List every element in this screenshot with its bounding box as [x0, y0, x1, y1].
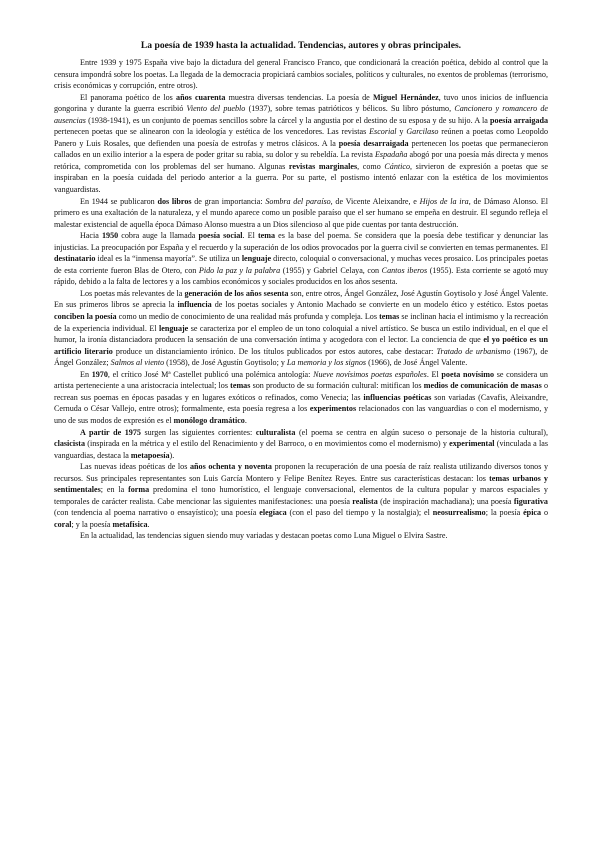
text-run: (1955) y Gabriel Celaya, con — [280, 265, 382, 275]
document-body — [54, 57, 548, 542]
bold-term: 1950 — [101, 231, 119, 241]
text-run: y — [396, 127, 407, 137]
text-run: (1958), de José Agustín Goytisolo; y — [164, 358, 287, 368]
bold-term: influencias poéticas — [363, 392, 432, 402]
text-run: ideal es la “inmensa mayoría”. Se utiliza un — [95, 254, 242, 264]
bold-term: temas — [379, 312, 400, 322]
text-run: Los poetas más relevantes de la — [80, 288, 185, 298]
bold-term: lenguaje — [241, 254, 272, 264]
work-title: Garcilaso — [406, 127, 439, 137]
paragraph-8 — [54, 461, 548, 530]
text-run: pertenecen los poetas que permanecieron callados en un exilio interior a la espera de poder gritar su rabia, su dolor y su rebeldía. La revista — [54, 138, 548, 160]
bold-term: años cuarenta — [176, 92, 226, 102]
bold-term: lenguaje — [159, 323, 189, 333]
text-run: , de Vicente Aleixandre, e — [330, 196, 420, 206]
text-run: (vinculada a las vanguardias, destaca la — [54, 439, 548, 460]
bold-term: generación de los años sesenta — [184, 288, 289, 298]
text-run: ; la poesía — [485, 508, 524, 518]
work-title: Sombra del paraíso — [265, 196, 331, 206]
text-run: (1955). Esta corriente se agotó muy rápido, debido a la falta de lectores y a los cambios económicos y sociales producidos en los años sesenta. — [54, 265, 548, 287]
text-run: Hacia — [80, 231, 102, 241]
document-title: La poesía de 1939 hasta la actualidad. Tendencias, autores y obras principales. — [140, 40, 462, 51]
text-run: o — [541, 508, 549, 518]
text-run: (1938-1941), es un conjunto de poemas sencillos sobre la cárcel y la angustia por el destino de su esposa y de su hijo. A la — [85, 115, 491, 125]
bold-term: monólogo dramático — [173, 415, 245, 425]
text-run: relacionados con las vanguardias o con el modernismo, y uno de sus modos de expresión es el — [54, 404, 548, 425]
text-run: muestra diversas tendencias. La poesía de — [225, 92, 373, 102]
bold-term: poeta novísimo — [441, 369, 495, 379]
bold-term: figurativa — [513, 496, 548, 506]
bold-term: realista — [352, 496, 378, 506]
text-run: ). — [169, 450, 175, 460]
text-run: . — [147, 519, 150, 529]
text-run: El panorama poético de los — [80, 92, 177, 102]
bold-term: tema — [257, 231, 276, 241]
paragraph-9 — [54, 530, 548, 542]
text-run: proponen la recuperación de una poesía de raíz realista utilizando diversos tonos y recursos. Sus principales representantes son Luis García Montero y Felipe Benítez Reyes. Entre sus características destacan: los — [54, 462, 548, 483]
text-run: , como — [357, 161, 385, 171]
text-run: se inclinan hacia el intimismo y la recreación de la experiencia individual. El — [54, 312, 548, 333]
bold-term: revistas marginales — [288, 161, 358, 171]
text-run: . El — [426, 369, 442, 379]
text-run: predomina el tono humorístico, el lenguaje conversacional, elementos de la cultura popular y marcos espaciales y temporales de carácter realista. Cabe mencionar las siguientes manifestaciones: una poesía — [54, 485, 548, 506]
bold-term: años ochenta y noventa — [189, 462, 272, 472]
text-run: En — [80, 369, 92, 379]
bold-term: experimental — [449, 439, 495, 449]
bold-term: A partir de 1975 — [80, 427, 141, 437]
work-title: Hijos de la ira — [419, 196, 469, 206]
bold-term: experimentos — [309, 404, 357, 414]
text-run: (con tendencia al poema narrativo o ensayístico); una poesía — [54, 508, 260, 518]
text-run: se considera un artista perteneciente a una aristocracia intelectual; los — [54, 369, 548, 391]
paragraph-4 — [54, 230, 548, 288]
text-run: . — [244, 415, 247, 425]
text-run: (el poema se centra en algún suceso o personaje de la historia cultural), — [295, 427, 548, 437]
work-title: La memoria y los signos — [286, 358, 367, 368]
text-run: es la base del poema. Se considera que la poesía debe testificar y denunciar las injusticias. La preocupación por España y el recuerdo y la superación de los odios provocados por la guerra civil se convierten en temas permanentes. El — [54, 231, 548, 252]
work-title: Pido la paz y la palabra — [198, 265, 281, 275]
work-title: Nueve novísimos poetas españoles — [313, 369, 427, 379]
text-run: Entre 1939 y 1975 España vive bajo la dictadura del general Francisco Franco, que condicionará la creación poética, debido al control que la censura impondrá sobre los poetas. La llegada de la democracia propiciará cambios sociales, políticos y culturales, no exentos de problemas (terrorismo, crisis económicas y corrupción, entre otros). — [54, 58, 548, 91]
bold-term: metafísica — [112, 519, 148, 529]
paragraph-6 — [54, 369, 548, 427]
text-run: son variadas (Cavafis, Aleixandre, Cernuda o César Vallejo, entre otros); formalmente, esta poesía regresa a los — [54, 392, 549, 414]
work-title: Viento del pueblo — [186, 104, 246, 114]
text-run: o recrean sus poemas en épocas pasadas y en lugares exóticos o refinados, como Venecia; las — [54, 381, 548, 402]
bold-term: coral — [54, 519, 72, 529]
text-run: ; y la poesía — [71, 519, 113, 529]
work-title: Espadaña — [374, 150, 408, 160]
text-run: como un medio de conocimiento de una realidad más profunda y compleja. Los — [116, 312, 380, 322]
text-run: de gran importancia: — [191, 196, 266, 206]
text-run: son, entre otros, Ángel González, José Agustín Goytisolo y José Ángel Valente. En sus primeros libros se aprecia la — [54, 288, 548, 310]
text-run: de los poetas sociales y Antonio Machado se convierte en un modelo ético y estético. Estos poetas — [211, 300, 548, 310]
text-run: pertenecen poetas que se alinearon con la ideología y estética de los vencedores. Las revistas — [54, 127, 370, 137]
text-run: directo, coloquial o conversacional, y muchas veces prosaico. Los principales poetas de esta corriente fueron Blas de Otero, con — [54, 254, 549, 275]
text-run: (1967), de Ángel González; — [54, 346, 548, 368]
work-title: Cancionero y romancero de ausencias — [54, 104, 549, 125]
text-run: Las nuevas ideas poéticas de los — [80, 462, 190, 472]
text-run: ; en la — [100, 485, 129, 495]
bold-term: dos libros — [157, 196, 192, 206]
bold-term: 1970 — [91, 369, 108, 379]
work-title: Salmos al viento — [110, 358, 165, 368]
text-run: abogó por una poesía más directa y menos retórica, comprometida con los problemas del ser humano. Algunas — [54, 150, 548, 171]
work-title: Cantos iberos — [381, 265, 428, 275]
text-run: son producto de su formación cultural: mitifican los — [250, 381, 424, 391]
bold-term: influencia — [177, 300, 212, 310]
bold-term: medios de comunicación de masas — [423, 381, 542, 391]
text-run: (inspirada en la métrica y el estilo del Renacimiento y del Barroco, o en movimientos como el modernismo) y — [85, 439, 450, 449]
text-run: (1966), de José Ángel Valente. — [366, 358, 468, 368]
bold-term: neosurrealismo — [432, 508, 486, 518]
text-run: , sirvieron de expresión a poetas que se inspiraban en la poesía cuidada del periodo anterior a la guerra. Por su parte, el postismo intentó enlazar con la estética de los movimientos vanguardistas. — [54, 161, 548, 195]
work-title: Cántico — [384, 161, 411, 171]
bold-term: metapoesía — [130, 450, 170, 460]
bold-term: poesía arraigada — [490, 115, 548, 125]
paragraph-2 — [54, 92, 548, 196]
text-run: , de Dámaso Alonso. El primero es una exaltación de la naturaleza, y el mundo aparece como un posible paraíso que el ser humano se empeña en destruir. El segundo refleja el malestar existencial de aquella época Dámaso Alonso muestra a un Dios silencioso al que pide cuentas por tanta destrucción. — [54, 196, 548, 229]
text-run: , el crítico José Mª Castellet publicó una polémica antología: — [107, 369, 314, 379]
paragraph-5 — [54, 288, 548, 369]
bold-term: culturalista — [255, 427, 296, 437]
bold-term: temas — [230, 381, 251, 391]
work-title: Tratado de urbanismo — [436, 346, 511, 356]
text-run: , tuvo unos inicios de influencia gongorina y durante la guerra escribió — [54, 92, 548, 114]
text-run: cobra auge la llamada — [118, 231, 199, 241]
paragraph-7 — [54, 427, 548, 462]
text-run: En 1944 se publicaron — [80, 196, 158, 206]
bold-term: clasicista — [54, 439, 86, 449]
bold-term: el yo poético es un artificio literario — [54, 335, 548, 356]
text-run: . El — [242, 231, 258, 241]
text-run: (1937), sobre temas patrióticos y bélicos. Su libro póstumo, — [245, 104, 455, 114]
bold-term: poesía social — [198, 231, 243, 241]
bold-term: conciben la poesía — [54, 312, 117, 322]
text-run: se caracteriza por el empleo de un tono coloquial a nivel artístico. Se busca un estilo individual, en el que el humor, la ironía distanciadora producen la sensación de una conversación íntima y acogedora con el lector. La conciencia de que — [54, 323, 548, 345]
paragraph-1 — [54, 57, 548, 92]
bold-term: épica — [523, 508, 542, 518]
text-run: (de inspiración machadiana); una poesía — [377, 496, 514, 506]
text-run: reúnen a poetas como Leopoldo Panero y Luis Rosales, que defienden una poesía de estrofas y metros clásicos. A la — [54, 127, 548, 148]
bold-term: poesía desarraigada — [338, 138, 409, 148]
work-title: Escorial — [369, 127, 397, 137]
text-run: produce un distanciamiento irónico. De los títulos publicados por estos autores, cabe destacar: — [112, 346, 437, 356]
text-run: En la actualidad, las tendencias siguen siendo muy variadas y destacan poetas como Luna Miguel o Elvira Sastre. — [80, 531, 448, 541]
bold-term: destinatario — [54, 254, 96, 264]
bold-term: temas urbanos y sentimentales — [54, 473, 548, 495]
bold-term: forma — [128, 485, 150, 495]
bold-term: elegíaca — [259, 508, 287, 518]
bold-term: Miguel Hernández — [372, 92, 439, 102]
text-run: (con el paso del tiempo y la nostalgia); el — [286, 508, 433, 518]
paragraph-3 — [54, 196, 548, 231]
text-run: surgen las siguientes corrientes: — [140, 427, 256, 437]
